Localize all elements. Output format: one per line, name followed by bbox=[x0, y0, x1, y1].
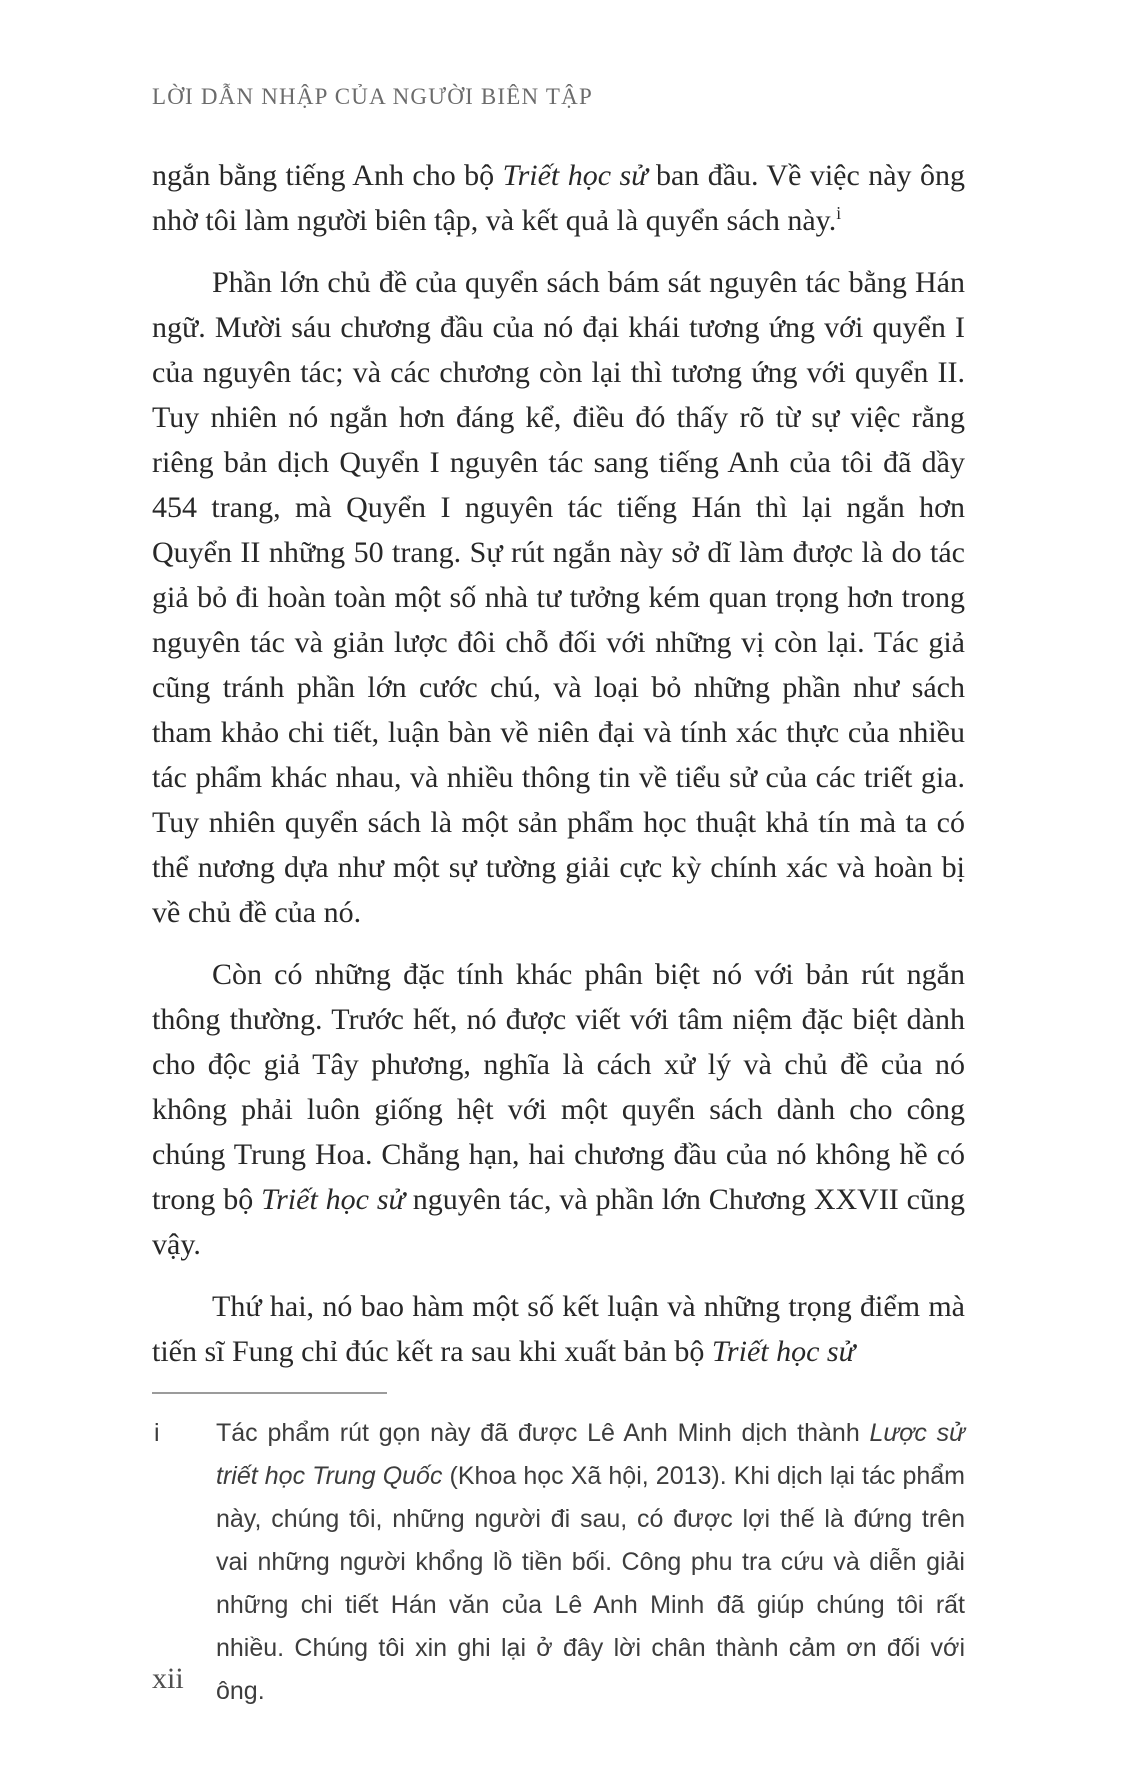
italic-segment: Triết học sử bbox=[502, 159, 648, 192]
text-segment: (Khoa học Xã hội, 2013). Khi dịch lại tác phẩm này, chúng tôi, những người đi sau, có được lợi thế là đứng trên vai những người khổng lồ tiền bối. Công phu tra cứu và diễn giải những chi tiết Hán văn của Lê Anh Minh đã giúp chúng tôi rất nhiều. Chúng tôi xin ghi lại ở đây lời chân thành cảm ơn đối với ông. bbox=[216, 1462, 965, 1705]
paragraph bbox=[152, 1284, 965, 1374]
text-segment: Phần lớn chủ đề của quyển sách bám sát nguyên tác bằng Hán ngữ. Mười sáu chương đầu của nó đại khái tương ứng với quyển I của nguyên tác; và các chương còn lại thì tương ứng với quyển II. Tuy nhiên nó ngắn hơn đáng kể, điều đó thấy rõ từ sự việc rằng riêng bản dịch Quyển I nguyên tác sang tiếng Anh của tôi đã dầy 454 trang, mà Quyển I nguyên tác tiếng Hán thì lại ngắn hơn Quyển II những 50 trang. Sự rút ngắn này sở dĩ làm được là do tác giả bỏ đi hoàn toàn một số nhà tư tưởng kém quan trọng hơn trong nguyên tác và giản lược đôi chỗ đối với những vị còn lại. Tác giả cũng tránh phần lớn cước chú, và loại bỏ những phần như sách tham khảo chi tiết, luận bàn về niên đại và tính xác thực của nhiều tác phẩm khác nhau, và nhiều thông tin về tiểu sử của các triết gia. Tuy nhiên quyển sách là một sản phẩm học thuật khả tín mà ta có thể nương dựa như một sự tường giải cực kỳ chính xác và hoàn bị về chủ đề của nó. bbox=[152, 266, 965, 929]
footnote-marker: i bbox=[154, 1419, 160, 1447]
footnote bbox=[152, 1412, 965, 1713]
text-segment: ngắn bằng tiếng Anh cho bộ bbox=[152, 159, 503, 192]
footnote-reference: i bbox=[836, 203, 842, 223]
italic-segment: Lược sử triết học Trung Quốc bbox=[216, 1419, 965, 1490]
running-header: LỜI DẪN NHẬP CỦA NGƯỜI BIÊN TẬP bbox=[152, 84, 593, 109]
text-segment: Thứ hai, nó bao hàm một số kết luận và những trọng điểm mà tiến sĩ Fung chỉ đúc kết ra sau khi xuất bản bộ bbox=[152, 1290, 965, 1368]
footnote-text bbox=[216, 1412, 965, 1713]
paragraph bbox=[152, 260, 965, 935]
text-segment: Còn có những đặc tính khác phân biệt nó với bản rút ngắn thông thường. Trước hết, nó được viết với tâm niệm đặc biệt dành cho độc giả Tây phương, nghĩa là cách xử lý và chủ đề của nó không phải luôn giống hệt với một quyển sách dành cho công chúng Trung Hoa. Chẳng hạn, hai chương đầu của nó không hề có trong bộ bbox=[152, 958, 965, 1216]
text-segment: Tác phẩm rút gọn này đã được Lê Anh Minh dịch thành bbox=[216, 1419, 870, 1447]
text-segment: nguyên tác, và phần lớn Chương XXVII cũng vậy. bbox=[152, 1183, 965, 1261]
italic-segment: Triết học sử bbox=[711, 1335, 855, 1368]
paragraph bbox=[152, 952, 965, 1267]
body-text bbox=[152, 153, 965, 1391]
page-number: xii bbox=[152, 1662, 184, 1695]
italic-segment: Triết học sử bbox=[261, 1183, 405, 1216]
paragraph bbox=[152, 153, 965, 243]
text-segment: ban đầu. Về việc này ông nhờ tôi làm người biên tập, và kết quả là quyển sách này. bbox=[152, 159, 965, 237]
footnote-separator bbox=[152, 1392, 387, 1394]
